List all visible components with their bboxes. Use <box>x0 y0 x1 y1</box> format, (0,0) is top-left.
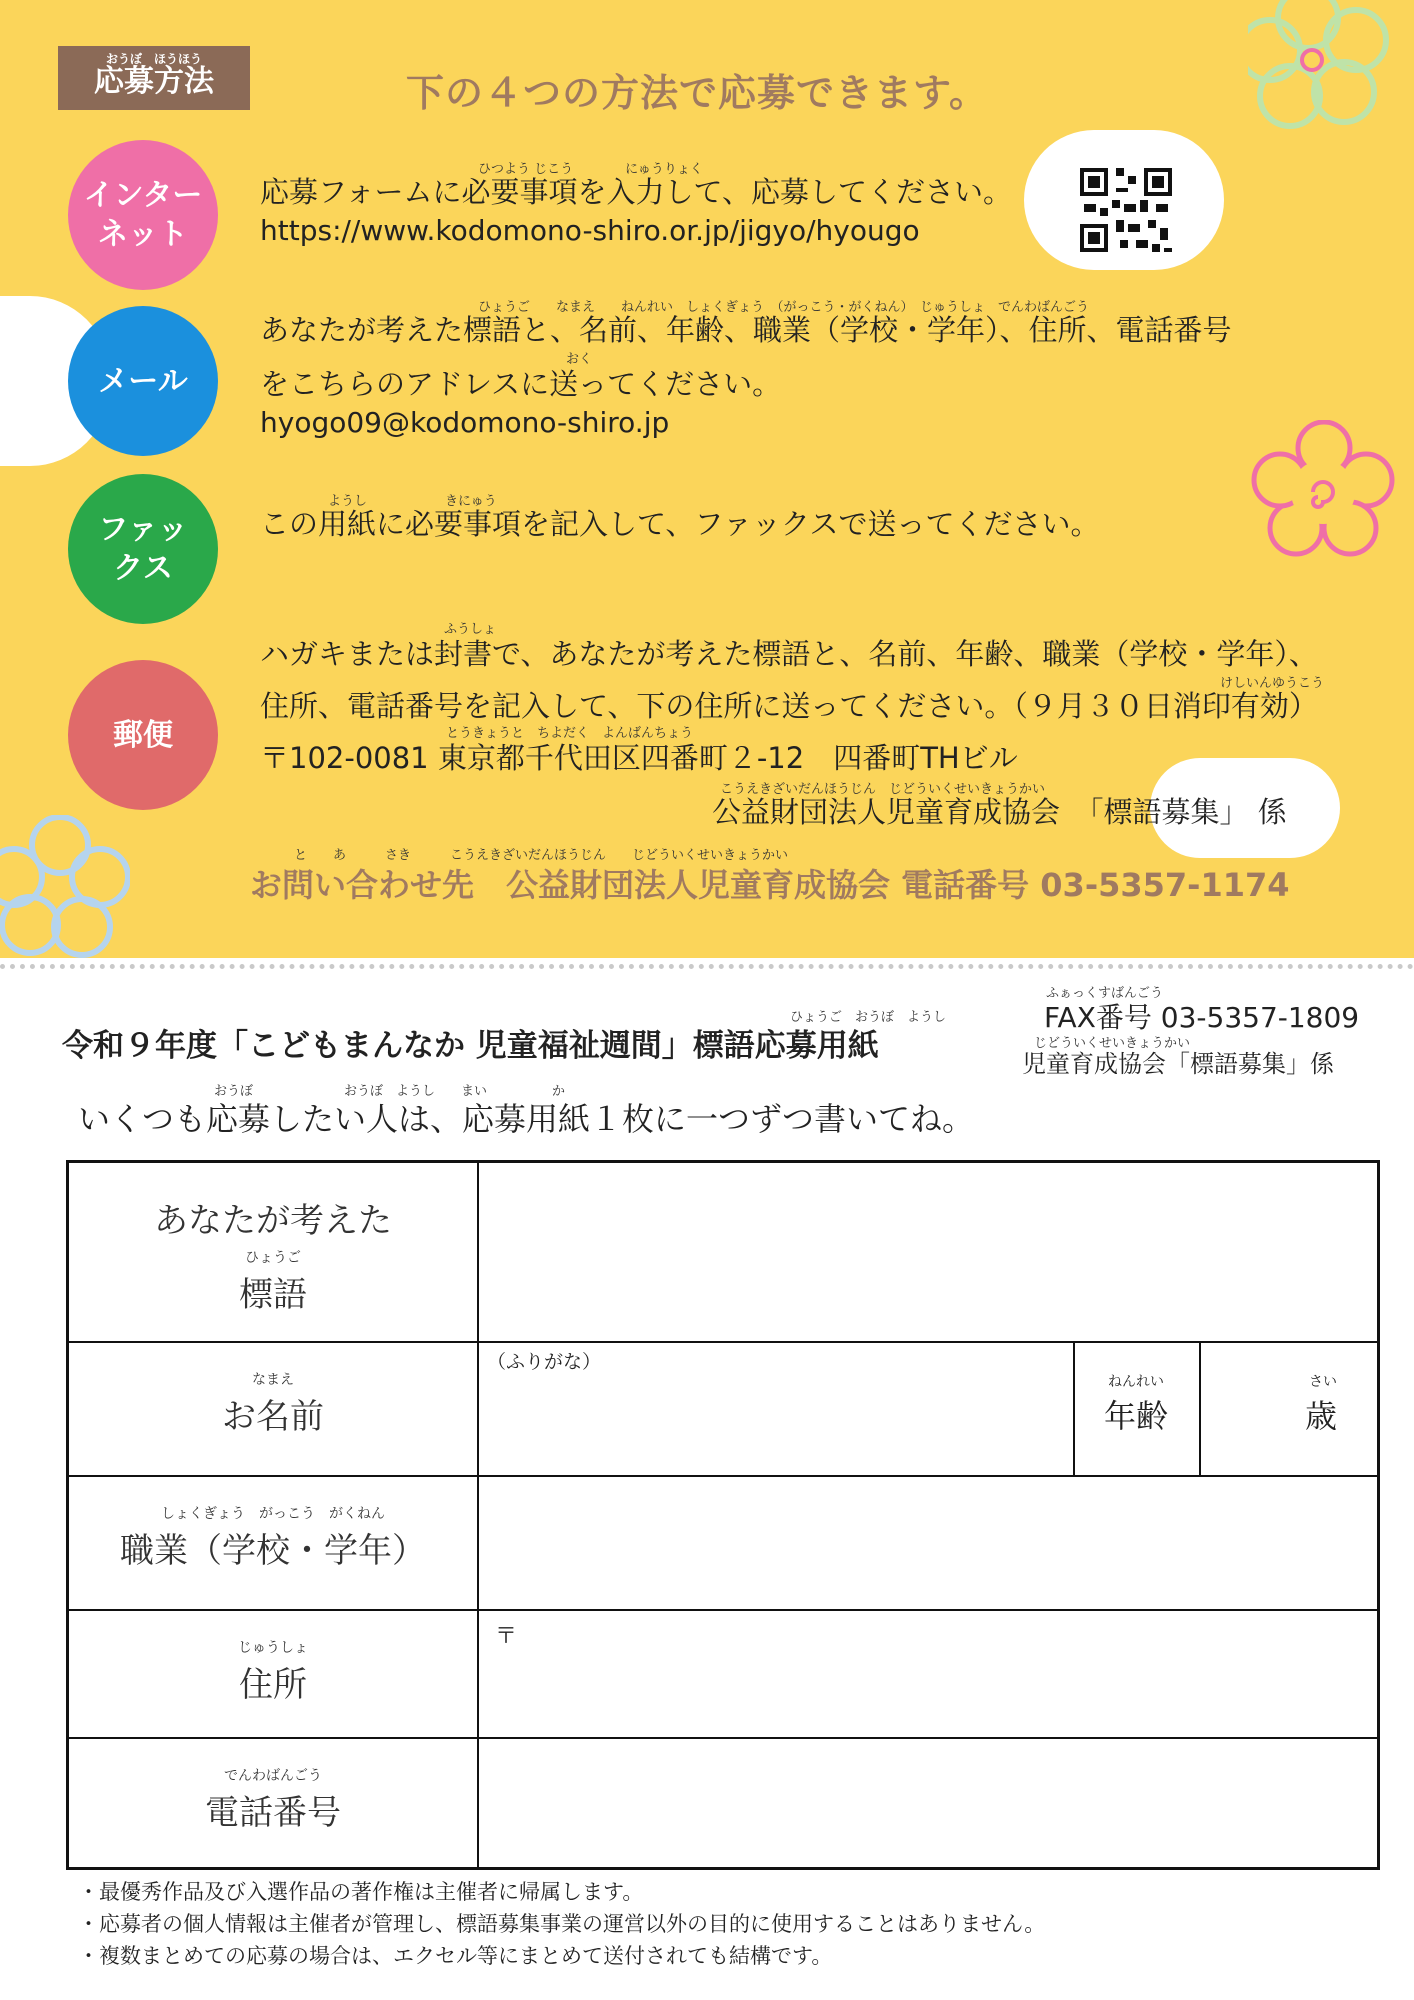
mail-text-2: をこちらのアドレスに送ってください。 <box>260 367 782 401</box>
post-text-2: 住所、電話番号を記入して、下の住所に送ってください。（９月３０日消印有効） <box>260 689 1318 723</box>
qr-code-icon[interactable] <box>1072 160 1180 260</box>
phone-label: 電話番号 <box>205 1793 341 1833</box>
note-privacy: ・応募者の個人情報は主催者が管理し、標語募集事業の運営以外の目的に使用することはありません。 <box>78 1912 1046 1936</box>
form-column-divider <box>477 1163 479 1867</box>
post-text: ハガキまたは封書で、あなたが考えた標語と、名前、年齢、職業（学校・学年）、 <box>260 637 1318 671</box>
post-address: 〒102-0081 東京都千代田区四番町２-12 四番町THビル <box>260 741 1018 775</box>
slogan-input[interactable] <box>481 1165 1373 1339</box>
age-input[interactable] <box>1203 1345 1303 1471</box>
headline: 下の４つの方法で応募できます。 <box>406 71 988 115</box>
mail-ruby: ひょうご なまえ ねんれい しょくぎょう （がっこう・がくねん） じゅうしょ でんわばんごう <box>478 300 1090 315</box>
slogan-ruby: ひょうご <box>245 1250 301 1266</box>
post-badge: 郵便 <box>68 660 218 810</box>
age-label: 年齢 <box>1103 1397 1168 1435</box>
instruction-text: いくつも応募したい人は、応募用紙１枚に一つずつ書いてね。 <box>78 1100 975 1138</box>
form-divider <box>69 1737 1377 1739</box>
job-label: 職業（学校・学年） <box>120 1531 426 1571</box>
job-input[interactable] <box>481 1479 1373 1605</box>
form-divider <box>69 1475 1377 1477</box>
flower-decoration-top-right-icon <box>1248 0 1414 140</box>
address-ruby: じゅうしょ <box>238 1640 308 1656</box>
form-divider <box>69 1341 1377 1343</box>
sai-label: 歳 <box>1305 1397 1338 1435</box>
contact-ruby: と あ さき こうえきざいだんほうじん じどういくせいきょうかい <box>294 848 789 863</box>
flower-decoration-left-icon <box>0 815 130 958</box>
contact-info: お問い合わせ先 公益財団法人児童育成協会 電話番号 03-5357-1174 <box>250 866 1290 904</box>
fax-text: この用紙に必要事項を記入して、ファックスで送ってください。 <box>260 507 1100 541</box>
application-form <box>66 1160 1380 1870</box>
age-ruby: ねんれい <box>1108 1374 1164 1390</box>
fax-badge: ファッ クス <box>68 474 218 624</box>
sai-ruby: さい <box>1309 1374 1337 1390</box>
note-copyright: ・最優秀作品及び入選作品の著作権は主催者に帰属します。 <box>78 1880 644 1904</box>
fax-ruby: ようし きにゅう <box>328 494 497 509</box>
name-input[interactable] <box>481 1371 1069 1471</box>
post-ruby-3: とうきょうと ちよだく よんばんちょう <box>446 726 694 741</box>
mail-badge: メール <box>68 306 218 456</box>
form-title: 令和９年度「こどもまんなか 児童福祉週間」標語応募用紙 <box>62 1028 879 1064</box>
method-section <box>0 0 1414 958</box>
form-title-ruby: ひょうご おうぼ ようし <box>790 1010 947 1025</box>
phone-input[interactable] <box>481 1741 1373 1865</box>
section-label <box>58 46 250 110</box>
instruction-ruby: おうぼ おうぼ ようし まい か <box>214 1084 566 1099</box>
phone-ruby: でんわばんごう <box>224 1768 322 1784</box>
cut-line-divider <box>0 964 1414 969</box>
note-bulk: ・複数まとめての応募の場合は、エクセル等にまとめて送付されても結構です。 <box>78 1944 833 1968</box>
job-ruby: しょくぎょう がっこう がくねん <box>161 1506 385 1522</box>
address-label: 住所 <box>239 1665 307 1705</box>
fax-dept-ruby: じどういくせいきょうかい <box>1034 1036 1191 1051</box>
fax-number-ruby: ふぁっくすばんごう <box>1046 986 1164 1001</box>
post-ruby: ふうしょ <box>444 622 497 637</box>
mail-address[interactable]: hyogo09@kodomono-shiro.jp <box>260 406 670 439</box>
fax-number: FAX番号 03-5357-1809 <box>1044 1001 1360 1034</box>
postal-mark: 〒 <box>495 1624 518 1649</box>
form-divider <box>69 1609 1377 1611</box>
post-ruby-2: けしいんゆうこう <box>1220 676 1325 691</box>
address-input[interactable] <box>481 1613 1373 1733</box>
post-ruby-4: こうえきざいだんほうじん じどういくせいきょうかい <box>720 782 1046 797</box>
internet-text: 応募フォームに必要事項を入力して、応募してください。 <box>260 175 1012 209</box>
internet-badge: インター ネット <box>68 140 218 290</box>
mail-ruby-2: おく <box>566 352 593 367</box>
slogan-label-2: 標語 <box>239 1275 307 1315</box>
flower-decoration-right-icon <box>1248 420 1398 560</box>
section-label-ruby: おうぼ ほうほう <box>105 52 202 66</box>
fax-department: 児童育成協会「標語募集」係 <box>1022 1050 1334 1078</box>
section-label-text: 応募方法 <box>94 64 214 99</box>
form-column-divider <box>1199 1341 1201 1475</box>
furigana-label: （ふりがな） <box>487 1351 602 1373</box>
slogan-label: あなたが考えた <box>154 1201 392 1241</box>
post-recipient: 公益財団法人児童育成協会 「標語募集」 係 <box>712 795 1287 829</box>
name-label: お名前 <box>222 1397 324 1437</box>
mail-text: あなたが考えた標語と、名前、年齢、職業（学校・学年）、住所、電話番号 <box>260 313 1232 347</box>
internet-ruby: ひつよう じこう にゅうりょく <box>478 162 703 177</box>
internet-url[interactable]: https://www.kodomono-shiro.or.jp/jigyo/hyougo <box>260 214 920 247</box>
name-ruby: なまえ <box>252 1372 294 1388</box>
